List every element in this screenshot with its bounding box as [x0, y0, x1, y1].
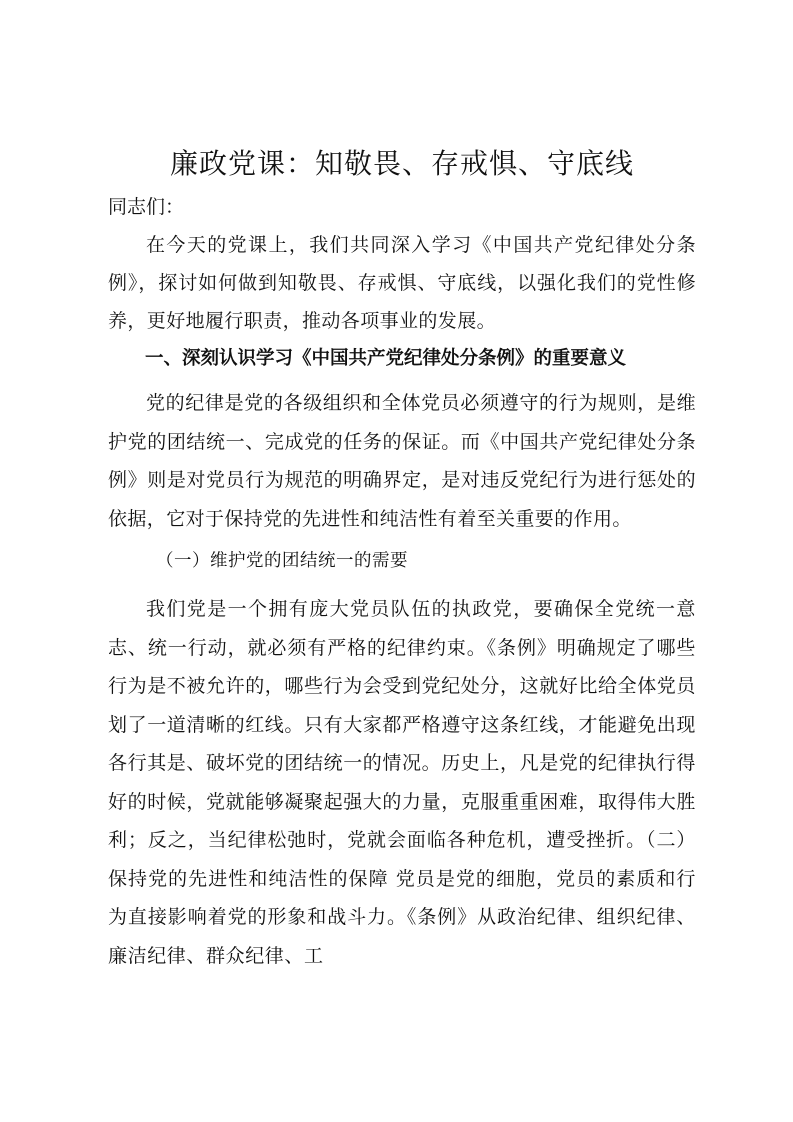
subsection-1-paragraph: 我们党是一个拥有庞大党员队伍的执政党，要确保全党统一意志、统一行动，就必须有严格的纪律约束。《条例》明确规定了哪些行为是不被允许的，哪些行为会受到党纪处分，这就好比给全体党员划了一道清晰的红线。只有大家都严格遵守这条红线，才能避免出现各行其是、破坏党的团结统一的情况。历史上，凡是党的纪律执行得好的时候，党就能够凝聚起强大的力量，克服重重困难，取得伟大胜利；反之，当纪律松弛时，党就会面临各种危机，遭受挫折。（二）保持党的先进性和纯洁性的保障 党员是党的细胞，党员的素质和行为直接影响着党的形象和战斗力。《条例》从政治纪律、组织纪律、廉洁纪律、群众纪律、工 [108, 598, 697, 967]
intro-paragraph: 在今天的党课上，我们共同深入学习《中国共产党纪律处分条例》，探讨如何做到知敬畏、存戒惧、守底线，以强化我们的党性修养，更好地履行职责，推动各项事业的发展。 [108, 234, 696, 332]
section-1-paragraph: 党的纪律是党的各级组织和全体党员必须遵守的行为规则，是维护党的团结统一、完成党的任务的保证。而《中国共产党纪律处分条例》则是对党员行为规范的明确界定，是对违反党纪行为进行惩处的依据，它对于保持党的先进性和纯洁性有着至关重要的作用。 [108, 392, 696, 530]
document-page [108, 142, 696, 975]
subsection-heading-1: （一）维护党的团结统一的需要 [156, 551, 408, 571]
salutation: 同志们： [108, 196, 185, 218]
section-heading-1: 一、深刻认识学习《中国共产党纪律处分条例》的重要意义 [145, 348, 627, 369]
page-title: 廉政党课：知敬畏、存戒惧、守底线 [169, 147, 634, 180]
